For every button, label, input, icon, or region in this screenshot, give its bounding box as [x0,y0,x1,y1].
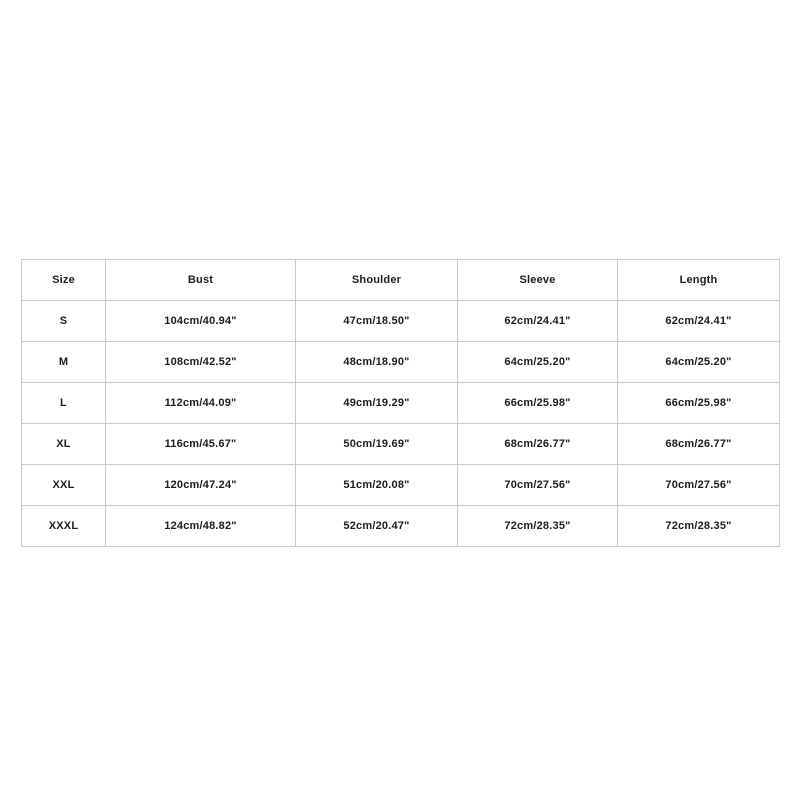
size-chart-container [21,259,779,547]
table-body [22,301,780,547]
column-header-shoulder: Shoulder [296,260,458,301]
cell-sleeve: 70cm/27.56" [458,465,618,506]
column-header-size: Size [22,260,106,301]
cell-shoulder: 52cm/20.47" [296,506,458,547]
cell-bust: 120cm/47.24" [106,465,296,506]
table-header-row [22,260,780,301]
cell-sleeve: 66cm/25.98" [458,383,618,424]
cell-bust: 116cm/45.67" [106,424,296,465]
table-row [22,342,780,383]
cell-sleeve: 64cm/25.20" [458,342,618,383]
column-header-length: Length [618,260,780,301]
cell-bust: 108cm/42.52" [106,342,296,383]
cell-shoulder: 47cm/18.50" [296,301,458,342]
cell-shoulder: 50cm/19.69" [296,424,458,465]
cell-length: 70cm/27.56" [618,465,780,506]
cell-bust: 124cm/48.82" [106,506,296,547]
column-header-bust: Bust [106,260,296,301]
cell-length: 68cm/26.77" [618,424,780,465]
table-row [22,506,780,547]
cell-size: L [22,383,106,424]
cell-shoulder: 51cm/20.08" [296,465,458,506]
cell-bust: 104cm/40.94" [106,301,296,342]
cell-length: 62cm/24.41" [618,301,780,342]
cell-size: XXL [22,465,106,506]
table-row [22,465,780,506]
size-chart-table [21,259,780,547]
cell-size: S [22,301,106,342]
cell-sleeve: 68cm/26.77" [458,424,618,465]
table-header [22,260,780,301]
cell-size: XL [22,424,106,465]
cell-size: M [22,342,106,383]
cell-length: 72cm/28.35" [618,506,780,547]
column-header-sleeve: Sleeve [458,260,618,301]
table-row [22,383,780,424]
table-row [22,301,780,342]
cell-shoulder: 49cm/19.29" [296,383,458,424]
cell-shoulder: 48cm/18.90" [296,342,458,383]
table-row [22,424,780,465]
cell-size: XXXL [22,506,106,547]
cell-sleeve: 62cm/24.41" [458,301,618,342]
cell-length: 64cm/25.20" [618,342,780,383]
cell-sleeve: 72cm/28.35" [458,506,618,547]
cell-bust: 112cm/44.09" [106,383,296,424]
cell-length: 66cm/25.98" [618,383,780,424]
